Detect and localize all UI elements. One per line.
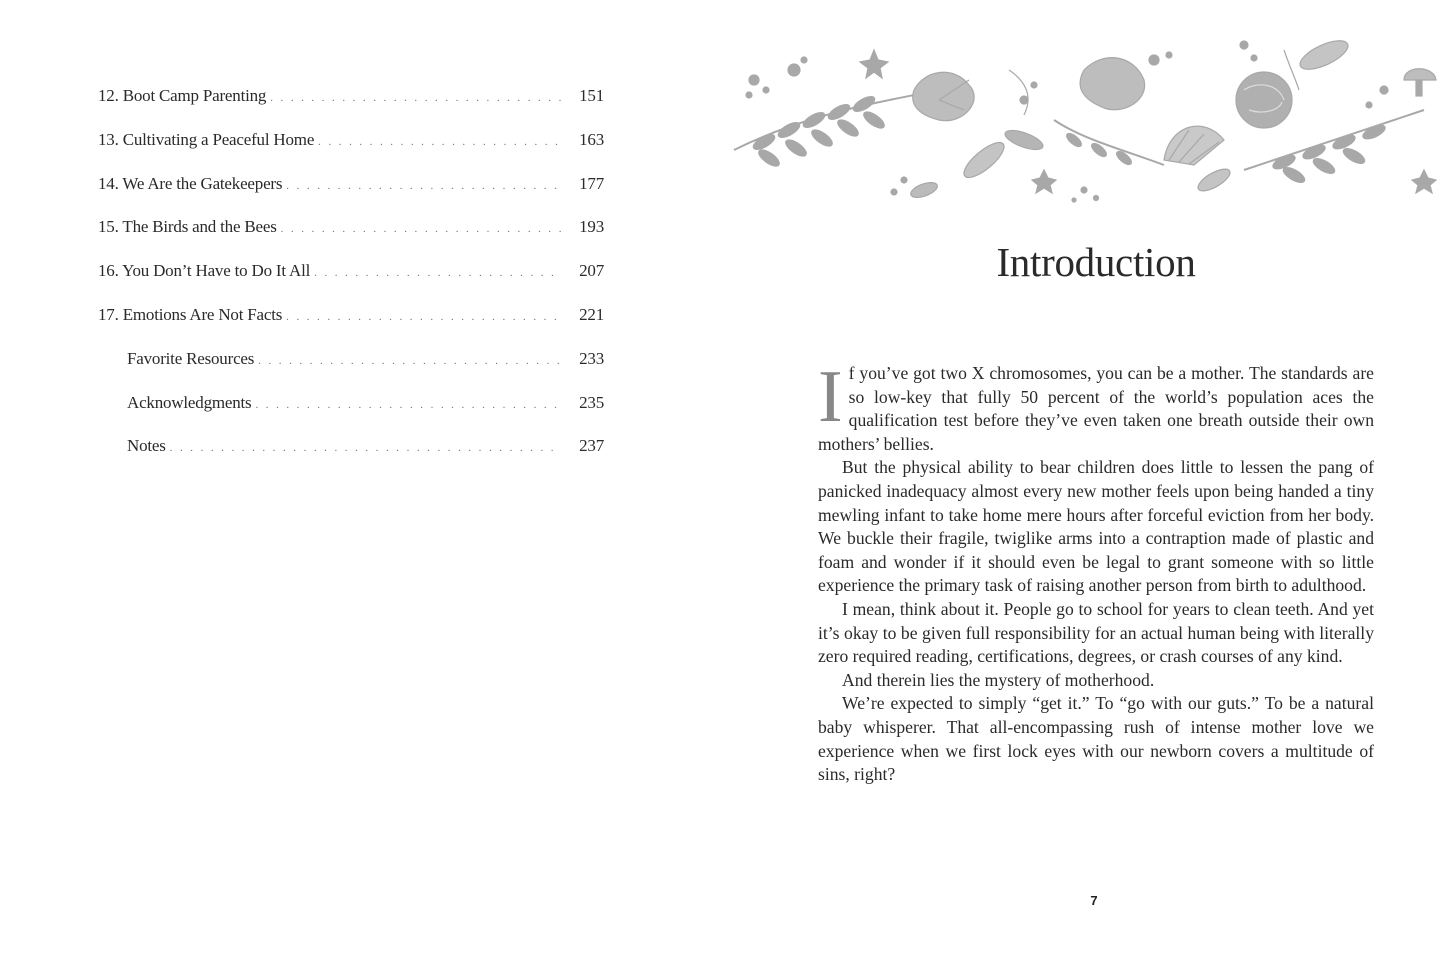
- toc-entry[interactable]: [98, 174, 604, 218]
- toc-entry[interactable]: [98, 436, 604, 480]
- paragraph-text: f you’ve got two X chromosomes, you can be a mother. The standards are so low-key that fully 50 percent of the world’s population aces the qualification test before they’ve even taken one breath outside their own mothers’ bellies.: [818, 363, 1374, 454]
- dot-leader: [318, 136, 562, 148]
- toc-entry-page: 207: [579, 261, 604, 281]
- toc-entry-label: 14. We Are the Gatekeepers: [98, 173, 283, 193]
- toc-entry-page: 163: [579, 129, 604, 149]
- dot-leader: [286, 311, 562, 323]
- toc-entry-page: 177: [579, 173, 604, 193]
- toc-entry[interactable]: [98, 130, 604, 174]
- toc-entry-page: 193: [579, 217, 604, 237]
- dot-leader: [286, 180, 562, 192]
- paragraph: But the physical ability to bear children does little to lessen the pang of panicked inadequacy almost every new mother feels upon being handed a tiny mewling infant to take home mere hours after forceful eviction from her body. We buckle their fragile, twiglike arms into a contraption made of plastic and foam and wonder if it should even be legal to grant someone with so little experience the primary task of raising another person from birth to adulthood.: [818, 457, 1374, 596]
- paragraph: We’re expected to simply “get it.” To “go with our guts.” To be a natural baby whisperer. That all-encompassing rush of intense mother love we experience when we first lock eyes with our newborn covers a multitude of sins, right?: [818, 693, 1374, 785]
- toc-entry-page: 233: [579, 348, 604, 368]
- chapter-body: [818, 356, 1374, 787]
- toc-entry[interactable]: [98, 305, 604, 349]
- toc-entry-label: 15. The Birds and the Bees: [98, 217, 277, 237]
- toc-entry[interactable]: [98, 217, 604, 261]
- dot-leader: [281, 223, 562, 235]
- toc-entry-page: 151: [579, 86, 604, 105]
- toc-entry-label: 12. Boot Camp Parenting: [98, 86, 267, 105]
- floral-border-icon: [724, 30, 1445, 216]
- toc-entry-page: 237: [579, 436, 604, 456]
- toc-entry[interactable]: [98, 393, 604, 437]
- toc-entry-label: 17. Emotions Are Not Facts: [98, 304, 283, 324]
- page-number: 7: [1090, 893, 1098, 908]
- dot-leader: [170, 442, 562, 454]
- toc-entry-label: 16. You Don’t Have to Do It All: [98, 261, 311, 281]
- toc-entry-label: Acknowledgments: [127, 392, 252, 412]
- toc-entry-label: 13. Cultivating a Peaceful Home: [98, 129, 315, 149]
- toc-entry[interactable]: [98, 261, 604, 305]
- paragraph: [818, 356, 1374, 456]
- chapter-title: Introduction: [996, 239, 1196, 285]
- drop-cap: I: [818, 356, 843, 438]
- toc-entry-label: Favorite Resources: [127, 348, 255, 368]
- toc-entry[interactable]: [98, 86, 604, 130]
- toc-entry[interactable]: [98, 349, 604, 393]
- paragraph: I mean, think about it. People go to school for years to clean teeth. And yet it’s okay to be given full responsibility for an actual human being with literally zero required reading, certifications, degrees, or crash courses of any kind.: [818, 598, 1374, 667]
- dot-leader: [255, 399, 562, 411]
- dot-leader: [314, 267, 562, 279]
- toc-entry-label: Notes: [127, 436, 166, 456]
- dot-leader: [258, 355, 562, 367]
- paragraph: And therein lies the mystery of motherhood.: [842, 669, 1155, 690]
- dot-leader: [270, 92, 562, 104]
- toc-entry-page: 221: [579, 304, 604, 324]
- toc-entry-page: 235: [579, 392, 604, 412]
- table-of-contents: [98, 86, 604, 480]
